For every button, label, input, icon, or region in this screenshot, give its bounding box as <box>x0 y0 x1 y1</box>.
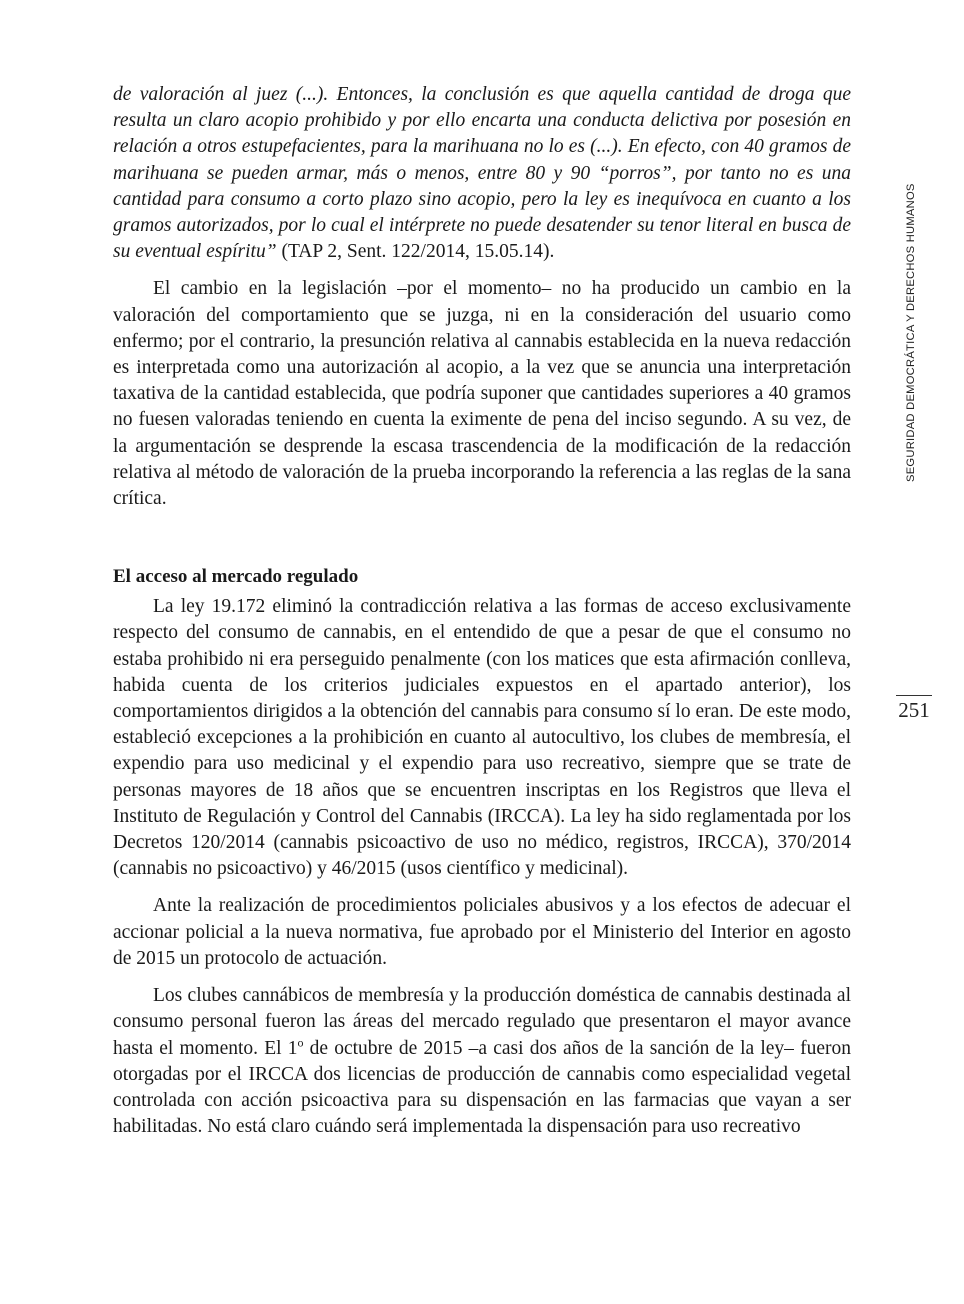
block-quote <box>113 82 851 265</box>
section-paragraph <box>113 983 851 1140</box>
ordinal-superscript: o <box>297 1035 304 1049</box>
section-paragraph: Ante la realización de procedimientos policiales abusivos y a los efectos de adecuar el accionar policial a la nueva normativa, fue aprobado por el Ministerio del Interior en agosto de 2015 un protocolo de actuación. <box>113 895 851 969</box>
section-paragraph: La ley 19.172 eliminó la contradicción relativa a las formas de acceso exclusivamente respecto del consumo de cannabis, en el entendido de que a pesar de que el consumo no estaba prohibido ni era perseguido penalmente (con los matices que esta afirmación conlleva, habida cuenta de los criterios judiciales expuestos en el apartado anterior), los comportamientos dirigidos a la obtención del cannabis para consumo sí lo eran. De este modo, estableció excepciones a la prohibición en cuanto al autocultivo, los clubes de membresía, el expendio para uso medicinal y el expendio para uso recreativo, siempre que se trate de personas mayores de 18 años que se encuentren inscriptas en los Registros que lleva el Instituto de Regulación y Control del Cannabis (IRCCA). La ley ha sido reglamentada por los Decretos 120/2014 (cannabis psicoactivo de uso no médico, registros, IRCCA), 370/2014 (cannabis no psicoactivo) y 46/2015 (usos científico y medicinal). <box>113 596 851 880</box>
section-heading: El acceso al mercado regulado <box>113 566 359 588</box>
page-number: 251 <box>898 698 930 722</box>
paragraph-text: de octubre de 2015 –a casi dos años de la sanción de la ley– fueron otorgadas por el IRCCA dos licencias de producción de cannabis como especialidad vegetal controlada con acción psicoactiva para su dispensación en las farmacias que vayan a ser habilitadas. No está claro cuándo será implementada la dispensación para uso recreativo <box>113 1037 851 1138</box>
page-number-rule <box>896 695 932 696</box>
body-paragraph: El cambio en la legislación –por el momento– no ha producido un cambio en la valoración del comportamiento que se juzga, ni en la consideración del usuario como enfermo; por el contrario, la presunción relativa al cannabis establecida en la nueva redacción es interpretada como una autorización al acopio, a la vez que se anuncia una interpretación taxativa de la cantidad establecida, que podría suponer que cantidades superiores a 40 gramos no fuesen valoradas teniendo en cuenta la eximente de pena del inciso segundo. A su vez, de la argumentación se desprende la escasa trascendencia de la modificación de la redacción relativa al método de valoración de la prueba incorporando la referencia a las reglas de la sana crítica. <box>113 278 851 510</box>
running-head <box>901 168 923 488</box>
quote-citation: (TAP 2, Sent. 122/2014, 15.05.14). <box>276 241 555 263</box>
running-head-text: SEGURIDAD DEMOCRÁTICA Y DERECHOS HUMANOS <box>905 183 917 482</box>
quote-text: de valoración al juez (...). Entonces, la conclusión es que aquella cantidad de droga que resulta un claro acopio prohibido y por ello encarta una conducta delictiva por posesión en relación a otros estupefacientes, para la marihuana no lo es (...). En efecto, con 40 gramos de marihuana se pueden armar, más o menos, entre 80 y 90 “porros”, por tanto no es una cantidad para consumo a corto plazo sino acopio, pero la ley es inequívoca en cuanto a los gramos autorizados, por lo cual el intérprete no puede desatender su tenor literal en busca de su eventual espíritu” <box>113 84 851 263</box>
page-body <box>113 82 851 1140</box>
paragraph-text: Los clubes cannábicos de membresía y la producción doméstica de cannabis destinada al consumo personal fueron las áreas del mercado regulado que presentaron el mayor avance hasta el momento. El 1 <box>113 985 851 1059</box>
